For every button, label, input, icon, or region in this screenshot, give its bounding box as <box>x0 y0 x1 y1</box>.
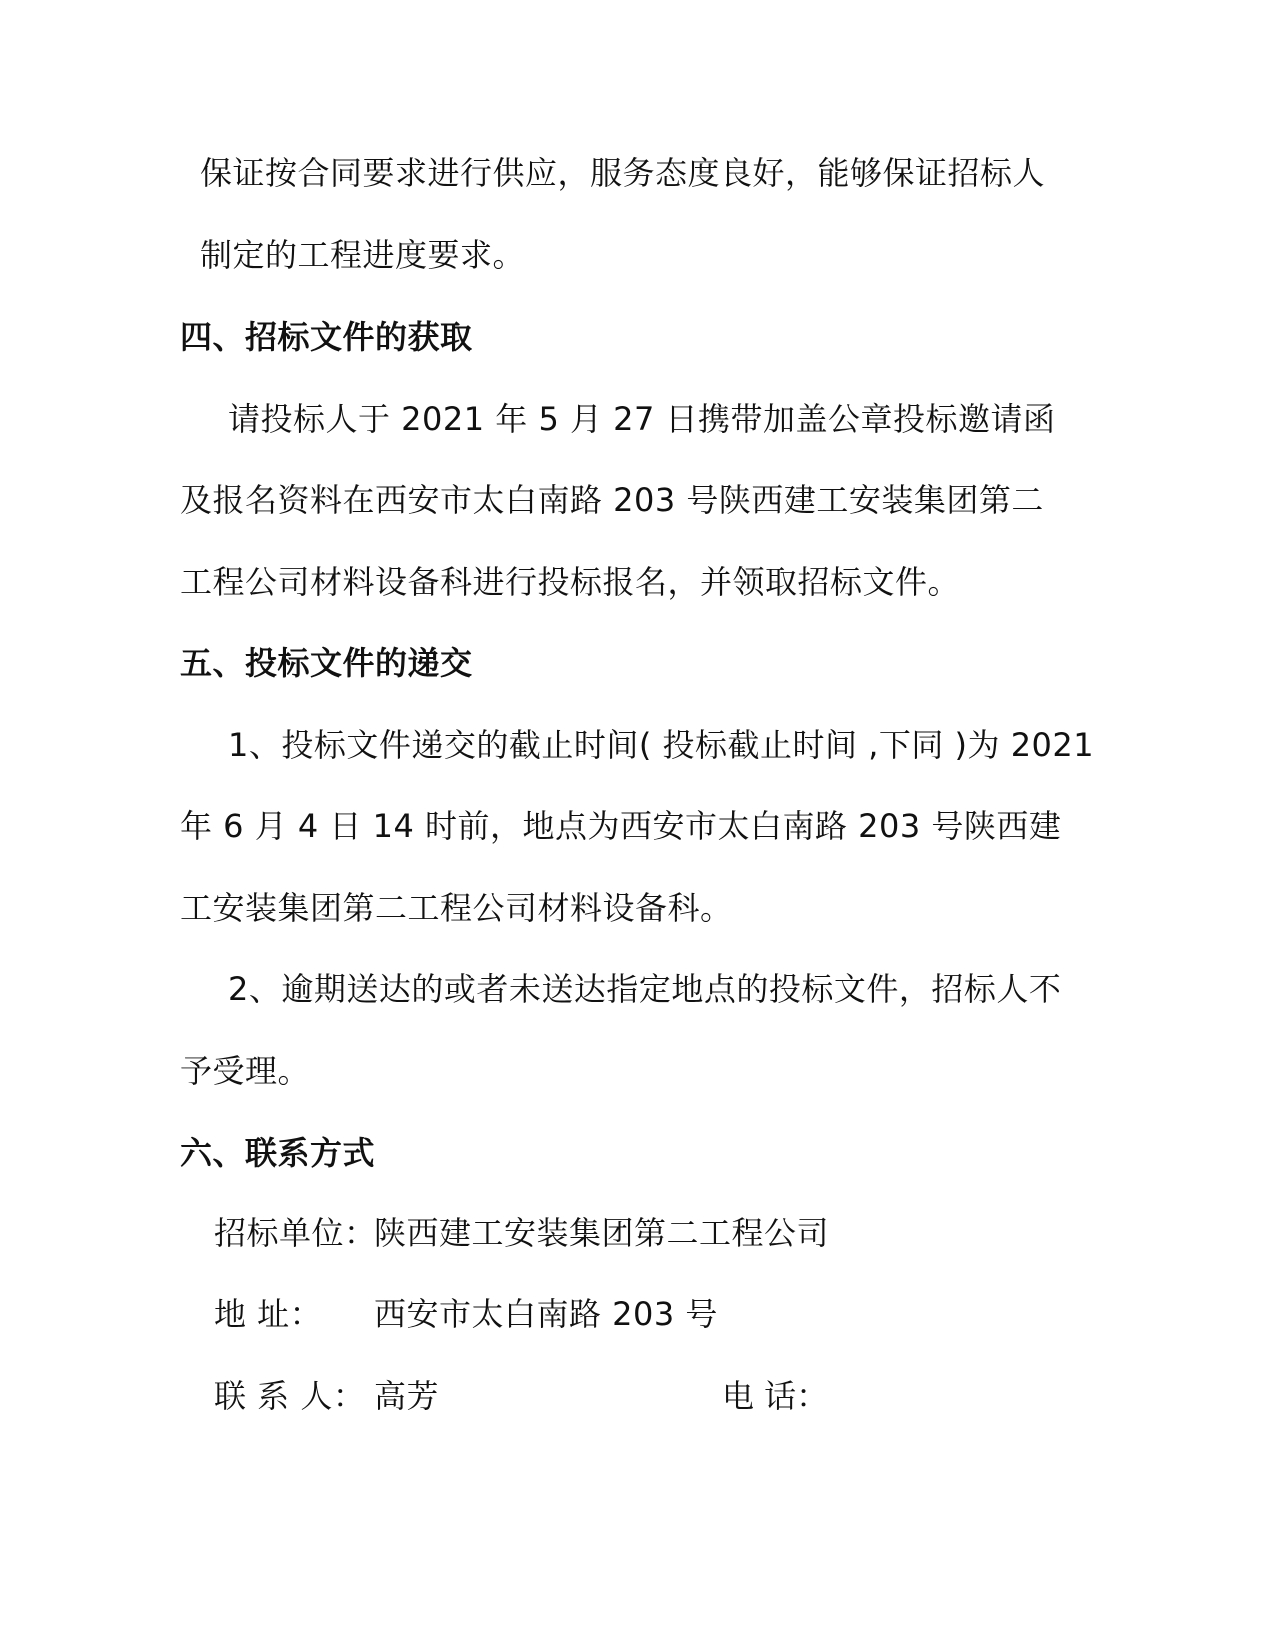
contact-unit-row <box>214 1213 829 1253</box>
paragraph-line: 请投标人于 2021 年 5 月 27 日携带加盖公章投标邀请函 <box>228 400 1056 438</box>
paragraph-line: 予受理。 <box>180 1052 311 1090</box>
paragraph-line: 制定的工程进度要求。 <box>200 236 526 274</box>
contact-phone-label: 电 话： <box>722 1377 829 1415</box>
paragraph-line: 保证按合同要求进行供应，服务态度良好，能够保证招标人 <box>200 154 1046 192</box>
paragraph-line: 及报名资料在西安市太白南路 203 号陕西建工安装集团第二 <box>180 481 1044 519</box>
section-heading: 四、招标文件的获取 <box>180 318 473 356</box>
contact-person-value: 高芳 <box>374 1377 440 1415</box>
contact-person-row <box>214 1376 439 1416</box>
section-heading: 五、投标文件的递交 <box>180 644 473 682</box>
contact-address-value: 西安市太白南路 203 号 <box>374 1295 718 1333</box>
paragraph-line: 工程公司材料设备科进行投标报名，并领取招标文件。 <box>180 563 961 601</box>
paragraph-line: 工安装集团第二工程公司材料设备科。 <box>180 889 733 927</box>
paragraph-line: 1、投标文件递交的截止时间( 投标截止时间 ,下同 )为 2021 <box>228 726 1095 764</box>
contact-address-row <box>214 1294 718 1334</box>
contact-person-label: 联 系 人： <box>214 1377 366 1415</box>
section-heading: 六、联系方式 <box>180 1134 376 1172</box>
paragraph-line: 年 6 月 4 日 14 时前，地点为西安市太白南路 203 号陕西建 <box>180 807 1062 845</box>
contact-address-label: 地 址： <box>214 1295 323 1333</box>
contact-unit-label: 招标单位： <box>214 1214 377 1252</box>
contact-unit-value: 陕西建工安装集团第二工程公司 <box>374 1214 830 1252</box>
paragraph-line: 2、逾期送达的或者未送达指定地点的投标文件，招标人不 <box>228 970 1062 1008</box>
